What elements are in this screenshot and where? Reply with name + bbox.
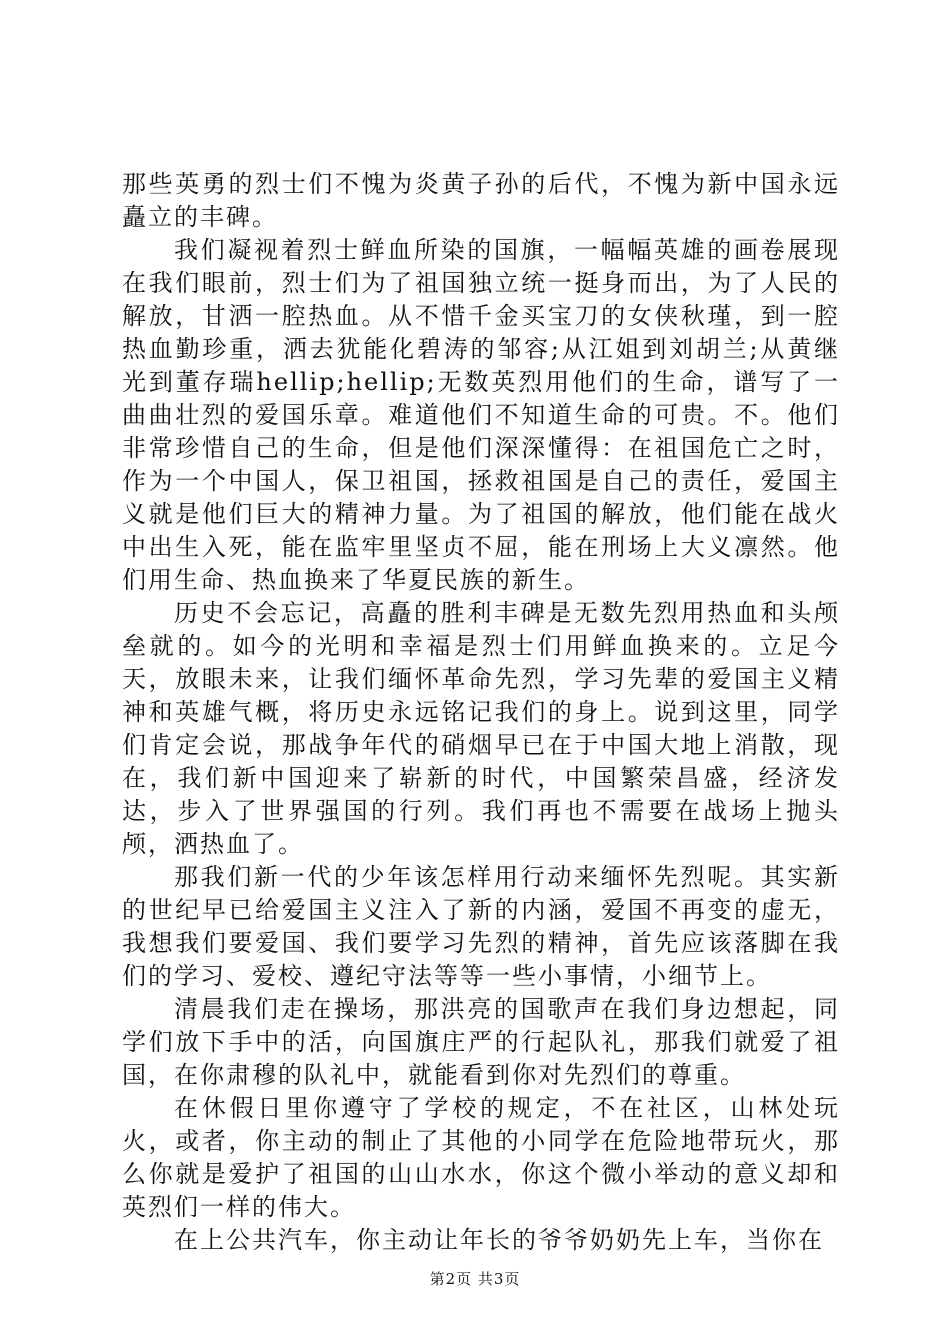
paragraph-2: 我们凝视着烈士鲜血所染的国旗，一幅幅英雄的画卷展现在我们眼前，烈士们为了祖国独立统一挺身而出，为了人民的解放，甘洒一腔热血。从不惜千金买宝刀的女侠秋瑾，到一腔热血勤珍重，洒去犹能化碧涛的邹容;从江姐到刘胡兰;从黄继光到董存瑞hellip;hellip;无数英烈用他们的生命，谱写了一曲曲壮烈的爱国乐章。难道他们不知道生命的可贵。不。他们非常珍惜自己的生命，但是他们深深懂得：在祖国危亡之时，作为一个中国人，保卫祖国，拯救祖国是自己的责任，爱国主义就是他们巨大的精神力量。为了祖国的解放，他们能在战火中出生入死，能在监牢里坚贞不屈，能在刑场上大义凛然。他们用生命、热血换来了华夏民族的新生。 xyxy=(122,236,840,594)
document-body xyxy=(122,168,840,1257)
paragraph-6: 在休假日里你遵守了学校的规定，不在社区，山林处玩火，或者，你主动的制止了其他的小同学在危险地带玩火，那么你就是爱护了祖国的山山水水，你这个微小举动的意义却和英烈们一样的伟大。 xyxy=(122,1094,840,1221)
paragraph-3: 历史不会忘记，高矗的胜利丰碑是无数先烈用热血和头颅垒就的。如今的光明和幸福是烈士们用鲜血换来的。立足今天，放眼未来，让我们缅怀革命先烈，学习先辈的爱国主义精神和英雄气概，将历史永远铭记我们的身上。说到这里，同学们肯定会说，那战争年代的硝烟早已在于中国大地上消散，现在，我们新中国迎来了崭新的时代，中国繁荣昌盛，经济发达，步入了世界强国的行列。我们再也不需要在战场上抛头颅，洒热血了。 xyxy=(122,599,840,858)
paragraph-7: 在上公共汽车，你主动让年长的爷爷奶奶先上车，当你在 xyxy=(174,1226,824,1254)
paragraph-4: 那我们新一代的少年该怎样用行动来缅怀先烈呢。其实新的世纪早已给爱国主义注入了新的内涵，爱国不再变的虚无，我想我们要爱国、我们要学习先烈的精神，首先应该落脚在我们的学习、爱校、遵纪守法等等一些小事情，小细节上。 xyxy=(122,863,840,990)
paragraph-1: 那些英勇的烈士们不愧为炎黄子孙的后代，不愧为新中国永远矗立的丰碑。 xyxy=(122,170,840,231)
paragraph-5: 清晨我们走在操场，那洪亮的国歌声在我们身边想起，同学们放下手中的活，向国旗庄严的行起队礼，那我们就爱了祖国，在你肃穆的队礼中，就能看到你对先烈们的尊重。 xyxy=(122,995,840,1089)
page-number-footer: 第2页 共3页 xyxy=(429,1270,521,1288)
